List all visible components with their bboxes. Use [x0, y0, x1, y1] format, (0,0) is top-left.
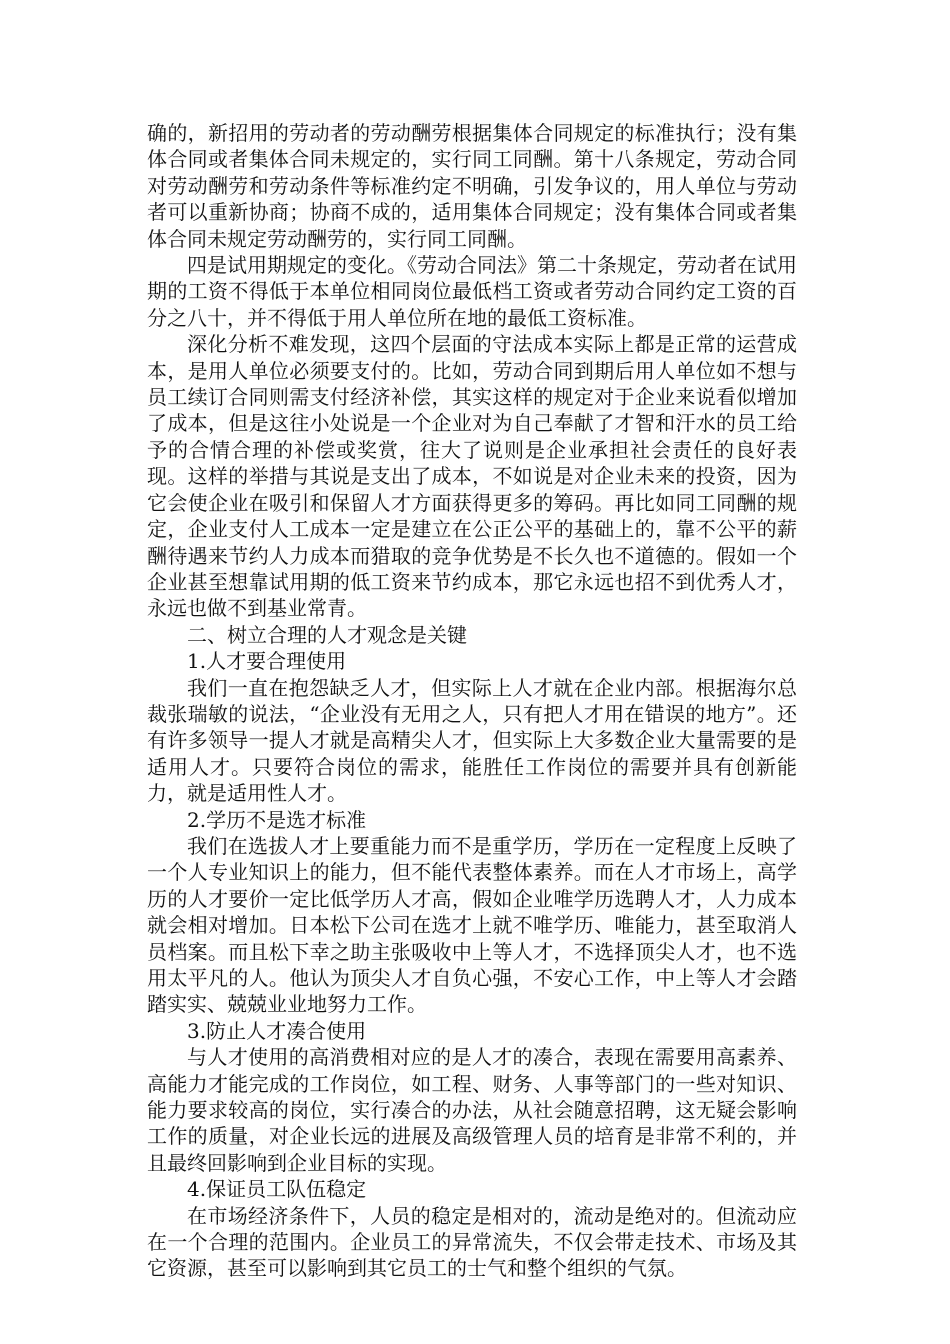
section-heading: 二、树立合理的人才观念是关键	[187, 622, 467, 647]
paragraph-body: 与人才使用的高消费相对应的是人才的凑合，表现在需要用高素养、高能力才能完成的工作岗位，如工程、财务、人事等部门的一些对知识、能力要求较高的岗位，实行凑合的办法，从社会随意招聘，这无疑会影响工作的质量，对企业长远的进展及高级管理人员的培育是非常不利的，并且最终回影响到企业目标的实现。	[147, 1045, 797, 1175]
subsection-heading: 3.防止人才凑合使用	[187, 1018, 367, 1043]
paragraph-body: 在市场经济条件下，人员的稳定是相对的，流动是绝对的。但流动应在一个合理的范围内。企业员工的异常流失，不仅会带走技术、市场及其它资源，甚至可以影响到其它员工的士气和整个组织的气氛。	[147, 1203, 797, 1281]
paragraph-body: 确的，新招用的劳动者的劳动酬劳根据集体合同规定的标准执行；没有集体合同或者集体合同未规定的，实行同工同酬。第十八条规定，劳动合同对劳动酬劳和劳动条件等标准约定不明确，引发争议的，用人单位与劳动者可以重新协商；协商不成的，适用集体合同规定；没有集体合同或者集体合同未规定劳动酬劳的，实行同工同酬。	[147, 121, 797, 251]
subsection-heading: 4.保证员工队伍稳定	[187, 1177, 367, 1202]
paragraph-body: 深化分析不难发现，这四个层面的守法成本实际上都是正常的运营成本，是用人单位必须要支付的。比如，劳动合同到期后用人单位如不想与员工续订合同则需支付经济补偿，其实这样的规定对于企业来说看似增加了成本，但是这往小处说是一个企业对为自己奉献了才智和汗水的员工给予的合情合理的补偿或奖赏，往大了说则是企业承担社会责任的良好表现。这样的举措与其说是支出了成本，不如说是对企业未来的投资，因为它会使企业在吸引和保留人才方面获得更多的筹码。再比如同工同酬的规定，企业支付人工成本一定是建立在公正公平的基础上的，靠不公平的薪酬待遇来节约人力成本而猎取的竞争优势是不长久也不道德的。假如一个企业甚至想靠试用期的低工资来节约成本，那它永远也招不到优秀人才，永远也做不到基业常青。	[147, 332, 797, 621]
paragraph-body: 我们在选拔人才上要重能力而不是重学历，学历在一定程度上反映了一个人专业知识上的能力，但不能代表整体素养。而在人才市场上，高学历的人才要价一定比低学历人才高，假如企业唯学历选聘人才，人力成本就会相对增加。日本松下公司在选才上就不唯学历、唯能力，甚至取消人员档案。而且松下幸之助主张吸收中上等人才，不选择顶尖人才，也不选用太平凡的人。他认为顶尖人才自负心强，不安心工作，中上等人才会踏踏实实、兢兢业业地努力工作。	[147, 833, 797, 1017]
paragraph-body: 四是试用期规定的变化。《劳动合同法》第二十条规定，劳动者在试用期的工资不得低于本单位相同岗位最低档工资或者劳动合同约定工资的百分之八十，并不得低于用人单位所在地的最低工资标准。	[147, 253, 797, 330]
paragraph-body: 我们一直在抱怨缺乏人才，但实际上人才就在企业内部。根据海尔总裁张瑞敏的说法，“企业没有无用之人，只有把人才用在错误的地方”。还有许多领导一提人才就是高精尖人才，但实际上大多数企业大量需要的是适用人才。只要符合岗位的需求，能胜任工作岗位的需要并具有创新能力，就是适用性人才。	[147, 675, 797, 806]
document-page	[147, 120, 797, 1282]
subsection-heading: 2.学历不是选才标准	[187, 807, 367, 832]
subsection-heading: 1.人才要合理使用	[187, 649, 347, 674]
